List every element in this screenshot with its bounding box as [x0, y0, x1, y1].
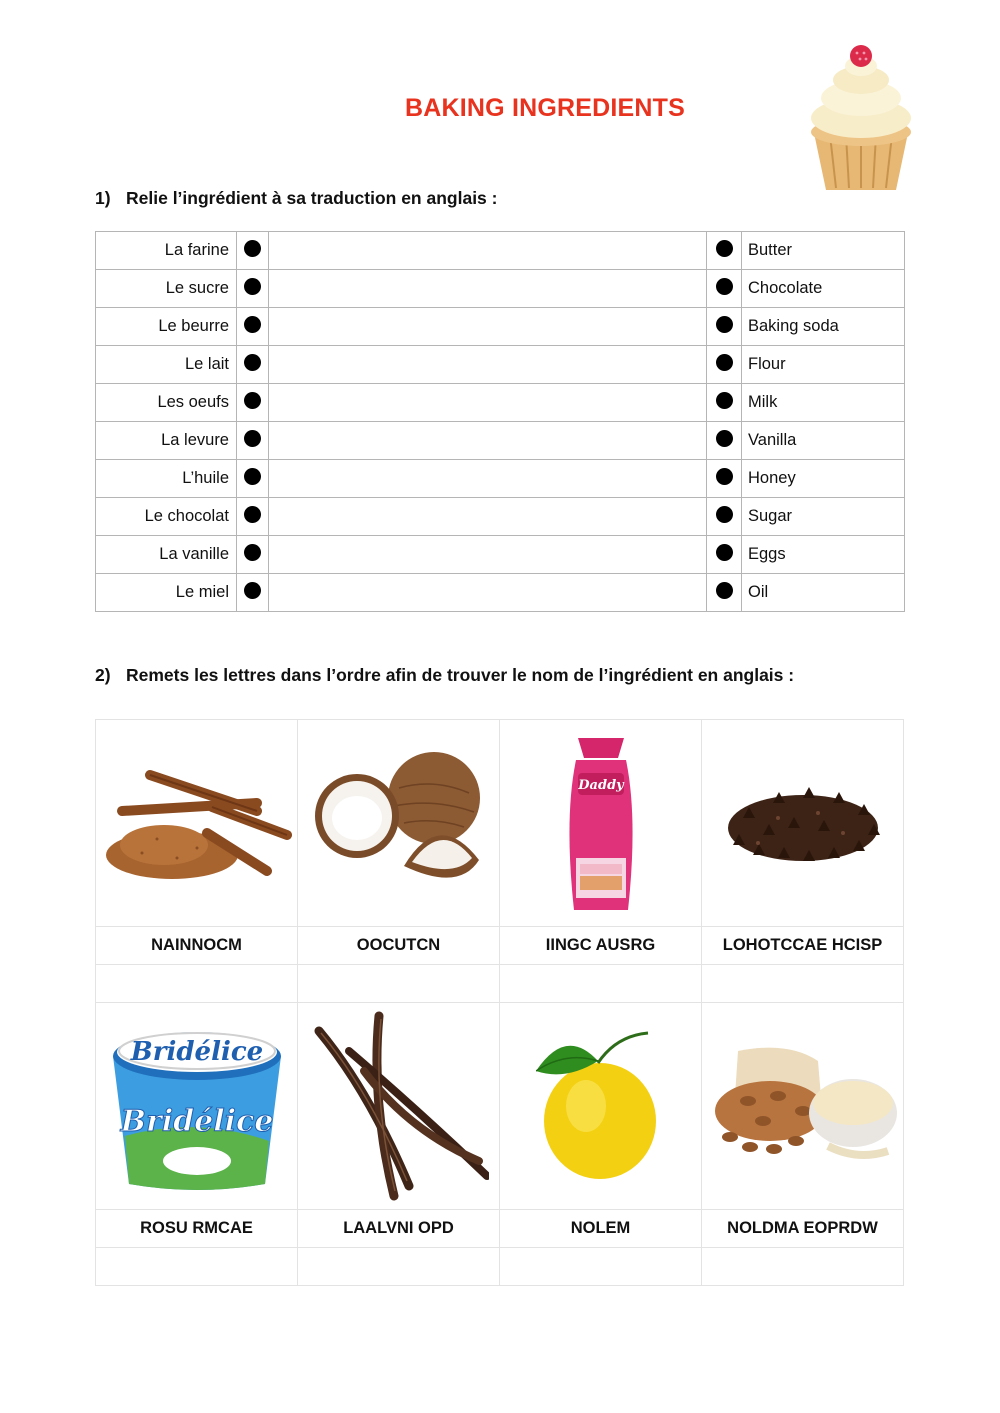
- match-row: [96, 460, 905, 498]
- english-translation: Milk: [742, 384, 905, 422]
- sour-cream-image-cell: [96, 1003, 298, 1210]
- connection-area[interactable]: [269, 346, 707, 384]
- matching-table: [95, 231, 905, 612]
- answer-cell-icing-sugar[interactable]: [500, 965, 702, 1003]
- left-dot-cell[interactable]: [237, 308, 269, 346]
- left-dot-cell[interactable]: [237, 498, 269, 536]
- vanilla-image-cell: [298, 1003, 500, 1210]
- question-1-text: Relie l’ingrédient à sa traduction en anglais :: [126, 188, 498, 208]
- right-connect-dot[interactable]: [716, 544, 733, 561]
- english-translation: Butter: [742, 232, 905, 270]
- scrambled-word: ROSU RMCAE: [96, 1210, 298, 1248]
- english-translation: Eggs: [742, 536, 905, 574]
- right-connect-dot[interactable]: [716, 392, 733, 409]
- english-translation: Oil: [742, 574, 905, 612]
- match-row: [96, 270, 905, 308]
- daddy-brand-text: Daddy: [577, 778, 624, 793]
- match-row: [96, 346, 905, 384]
- question-2-heading: [95, 665, 794, 686]
- left-connect-dot[interactable]: [244, 468, 261, 485]
- answer-cell-vanilla-pod[interactable]: [298, 1248, 500, 1286]
- french-ingredient: L’huile: [96, 460, 237, 498]
- answer-cell-lemon[interactable]: [500, 1248, 702, 1286]
- french-ingredient: Le miel: [96, 574, 237, 612]
- match-row: [96, 422, 905, 460]
- french-ingredient: Le sucre: [96, 270, 237, 308]
- right-connect-dot[interactable]: [716, 430, 733, 447]
- connection-area[interactable]: [269, 384, 707, 422]
- right-dot-cell[interactable]: [707, 460, 742, 498]
- french-ingredient: Le lait: [96, 346, 237, 384]
- english-translation: Flour: [742, 346, 905, 384]
- question-1-heading: [95, 188, 497, 209]
- connection-area[interactable]: [269, 574, 707, 612]
- coconut-icon: [309, 748, 489, 898]
- right-dot-cell[interactable]: [707, 384, 742, 422]
- cupcake-icon: [800, 38, 922, 198]
- left-connect-dot[interactable]: [244, 278, 261, 295]
- connection-area[interactable]: [269, 232, 707, 270]
- cinnamon-image-cell: [96, 720, 298, 927]
- right-dot-cell[interactable]: [707, 536, 742, 574]
- match-row: [96, 384, 905, 422]
- match-row: [96, 498, 905, 536]
- left-connect-dot[interactable]: [244, 430, 261, 447]
- english-translation: Honey: [742, 460, 905, 498]
- right-connect-dot[interactable]: [716, 240, 733, 257]
- chocolate-chips-image-cell: [702, 720, 904, 927]
- right-connect-dot[interactable]: [716, 506, 733, 523]
- answer-cell-chocolate-chips[interactable]: [702, 965, 904, 1003]
- scrambled-word: IINGC AUSRG: [500, 927, 702, 965]
- scrambled-word: LAALVNI OPD: [298, 1210, 500, 1248]
- left-connect-dot[interactable]: [244, 240, 261, 257]
- left-dot-cell[interactable]: [237, 346, 269, 384]
- connection-area[interactable]: [269, 498, 707, 536]
- lemon-image-cell: [500, 1003, 702, 1210]
- right-dot-cell[interactable]: [707, 232, 742, 270]
- left-connect-dot[interactable]: [244, 354, 261, 371]
- english-translation: Chocolate: [742, 270, 905, 308]
- french-ingredient: Les oeufs: [96, 384, 237, 422]
- french-ingredient: Le chocolat: [96, 498, 237, 536]
- cinnamon-icon: [102, 763, 292, 883]
- right-dot-cell[interactable]: [707, 422, 742, 460]
- question-2-number: 2): [95, 665, 111, 685]
- right-dot-cell[interactable]: [707, 308, 742, 346]
- left-dot-cell[interactable]: [237, 384, 269, 422]
- coconut-image-cell: [298, 720, 500, 927]
- french-ingredient: Le beurre: [96, 308, 237, 346]
- icing-sugar-image-cell: [500, 720, 702, 927]
- answer-cell-cinnamon[interactable]: [96, 965, 298, 1003]
- almond-powder-image-cell: [702, 1003, 904, 1210]
- question-2-text: Remets les lettres dans l’ordre afin de trouver le nom de l’ingrédient en anglais :: [126, 665, 795, 685]
- match-row: [96, 308, 905, 346]
- answer-cell-sour-cream[interactable]: [96, 1248, 298, 1286]
- left-connect-dot[interactable]: [244, 506, 261, 523]
- left-dot-cell[interactable]: [237, 270, 269, 308]
- left-dot-cell[interactable]: [237, 460, 269, 498]
- right-connect-dot[interactable]: [716, 278, 733, 295]
- english-translation: Sugar: [742, 498, 905, 536]
- bridelice-lid-text: Bridélice: [130, 1037, 263, 1067]
- chocolate-chips-icon: [718, 773, 888, 873]
- english-translation: Baking soda: [742, 308, 905, 346]
- scrambled-word: LOHOTCCAE HCISP: [702, 927, 904, 965]
- match-row: [96, 536, 905, 574]
- scrambled-word: OOCUTCN: [298, 927, 500, 965]
- match-row: [96, 574, 905, 612]
- connection-area[interactable]: [269, 422, 707, 460]
- bridelice-tub-text: Bridélice: [120, 1104, 273, 1139]
- connection-area[interactable]: [269, 308, 707, 346]
- vanilla-pod-icon: [309, 1011, 489, 1201]
- answer-cell-coconut[interactable]: [298, 965, 500, 1003]
- english-translation: Vanilla: [742, 422, 905, 460]
- connection-area[interactable]: [269, 460, 707, 498]
- answer-cell-almond-powder[interactable]: [702, 1248, 904, 1286]
- right-dot-cell[interactable]: [707, 346, 742, 384]
- icing-sugar-bag-icon: [556, 728, 646, 918]
- right-dot-cell[interactable]: [707, 270, 742, 308]
- right-connect-dot[interactable]: [716, 316, 733, 333]
- scrambled-word: NAINNOCM: [96, 927, 298, 965]
- connection-area[interactable]: [269, 536, 707, 574]
- question-1-number: 1): [95, 188, 111, 208]
- right-connect-dot[interactable]: [716, 468, 733, 485]
- left-dot-cell[interactable]: [237, 232, 269, 270]
- left-connect-dot[interactable]: [244, 582, 261, 599]
- right-dot-cell[interactable]: [707, 574, 742, 612]
- sour-cream-tub-icon: [105, 1016, 289, 1196]
- match-row: [96, 232, 905, 270]
- right-dot-cell[interactable]: [707, 498, 742, 536]
- page-title: BAKING INGREDIENTS: [404, 94, 685, 122]
- left-connect-dot[interactable]: [244, 316, 261, 333]
- french-ingredient: La farine: [96, 232, 237, 270]
- right-connect-dot[interactable]: [716, 354, 733, 371]
- left-dot-cell[interactable]: [237, 422, 269, 460]
- right-connect-dot[interactable]: [716, 582, 733, 599]
- scramble-table: [95, 719, 904, 1286]
- scrambled-word: NOLEM: [500, 1210, 702, 1248]
- left-dot-cell[interactable]: [237, 574, 269, 612]
- french-ingredient: La vanille: [96, 536, 237, 574]
- scrambled-word: NOLDMA EOPRDW: [702, 1210, 904, 1248]
- lemon-icon: [536, 1031, 666, 1181]
- almond-powder-icon: [708, 1041, 898, 1171]
- connection-area[interactable]: [269, 270, 707, 308]
- left-connect-dot[interactable]: [244, 544, 261, 561]
- left-dot-cell[interactable]: [237, 536, 269, 574]
- left-connect-dot[interactable]: [244, 392, 261, 409]
- french-ingredient: La levure: [96, 422, 237, 460]
